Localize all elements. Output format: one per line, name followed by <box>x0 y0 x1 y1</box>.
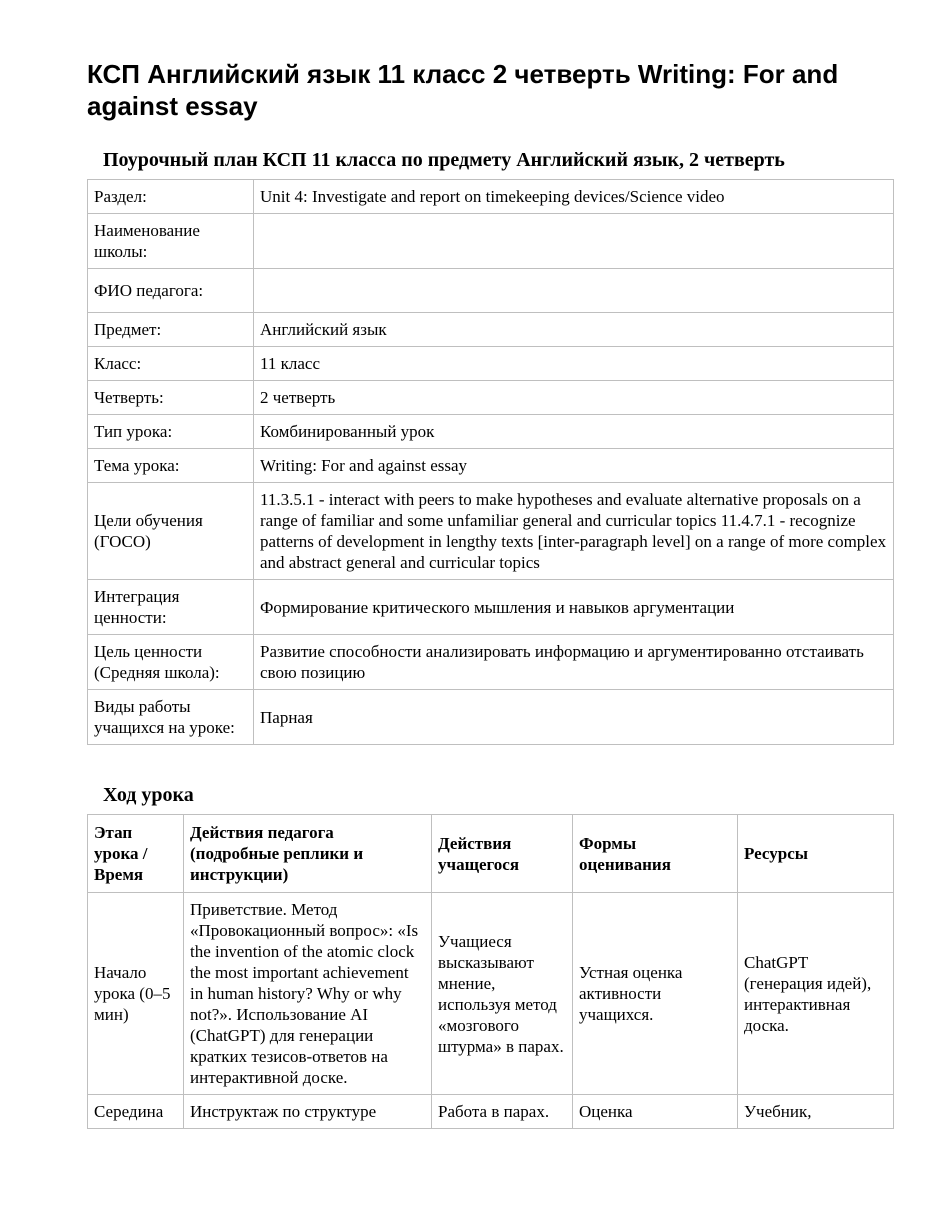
plan-heading: Поурочный план КСП 11 класса по предмету Английский язык, 2 четверть <box>103 149 785 171</box>
lesson-table-header <box>88 815 894 893</box>
table-row <box>88 1095 894 1129</box>
info-row-section <box>88 180 894 214</box>
info-value: 11.3.5.1 - interact with peers to make hypotheses and evaluate alternative proposals on a range of familiar and some unfamiliar general and curricular topics 11.4.7.1 - recognize patterns of development in lengthy texts [inter-paragraph level] on a range of more complex and abstract general and curricular topics <box>254 483 894 580</box>
stage-cell: Середина <box>88 1095 184 1129</box>
info-label: Четверть: <box>88 381 254 415</box>
info-row-quarter <box>88 381 894 415</box>
assessment-cell: Устная оценка активности учащихся. <box>573 893 738 1095</box>
info-value: Writing: For and against essay <box>254 449 894 483</box>
info-row-school <box>88 214 894 269</box>
assessment-cell: Оценка <box>573 1095 738 1129</box>
info-label: Класс: <box>88 347 254 381</box>
info-label: Раздел: <box>88 180 254 214</box>
info-row-lesson-type <box>88 415 894 449</box>
header-resources: Ресурсы <box>738 815 894 893</box>
info-label: Виды работы учащихся на уроке: <box>88 690 254 745</box>
info-value: Unit 4: Investigate and report on timekeeping devices/Science video <box>254 180 894 214</box>
student-actions-cell: Работа в парах. <box>432 1095 573 1129</box>
info-value: 2 четверть <box>254 381 894 415</box>
info-value: Английский язык <box>254 313 894 347</box>
header-stage: Этап урока / Время <box>88 815 184 893</box>
info-label: Предмет: <box>88 313 254 347</box>
header-assessment: Формы оценивания <box>573 815 738 893</box>
info-label: Цель ценности (Средняя школа): <box>88 635 254 690</box>
info-row-objectives <box>88 483 894 580</box>
info-label: Интеграция ценности: <box>88 580 254 635</box>
info-value <box>254 269 894 313</box>
info-row-subject <box>88 313 894 347</box>
resources-cell: Учебник, <box>738 1095 894 1129</box>
header-teacher-actions: Действия педагога (подробные реплики и инструкции) <box>184 815 432 893</box>
info-label: Цели обучения (ГОСО) <box>88 483 254 580</box>
info-row-value-integration <box>88 580 894 635</box>
info-value: Комбинированный урок <box>254 415 894 449</box>
info-row-value-goal <box>88 635 894 690</box>
info-value: 11 класс <box>254 347 894 381</box>
info-row-topic <box>88 449 894 483</box>
table-row <box>88 893 894 1095</box>
info-label: ФИО педагога: <box>88 269 254 313</box>
lesson-info-table <box>87 179 894 745</box>
student-actions-cell: Учащиеся высказывают мнение, используя метод «мозгового штурма» в парах. <box>432 893 573 1095</box>
page-title: КСП Английский язык 11 класс 2 четверть Writing: For and against essay <box>87 59 839 121</box>
info-row-work-types <box>88 690 894 745</box>
info-value <box>254 214 894 269</box>
header-student-actions: Действия учащегося <box>432 815 573 893</box>
info-value: Развитие способности анализировать информацию и аргументированно отстаивать свою позицию <box>254 635 894 690</box>
lesson-flow-table <box>87 814 894 1129</box>
teacher-actions-cell: Приветствие. Метод «Провокационный вопрос»: «Is the invention of the atomic clock the most important achievement in human history? Why or why not?». Использование AI (ChatGPT) для генерации кратких тезисов-ответов на интерактивной доске. <box>184 893 432 1095</box>
info-label: Наименование школы: <box>88 214 254 269</box>
teacher-actions-cell: Инструктаж по структуре <box>184 1095 432 1129</box>
info-row-teacher <box>88 269 894 313</box>
stage-cell: Начало урока (0–5 мин) <box>88 893 184 1095</box>
info-label: Тема урока: <box>88 449 254 483</box>
info-row-grade <box>88 347 894 381</box>
info-value: Формирование критического мышления и навыков аргументации <box>254 580 894 635</box>
resources-cell: ChatGPT (генерация идей), интерактивная доска. <box>738 893 894 1095</box>
lesson-flow-heading: Ход урока <box>103 784 194 806</box>
info-value: Парная <box>254 690 894 745</box>
info-label: Тип урока: <box>88 415 254 449</box>
